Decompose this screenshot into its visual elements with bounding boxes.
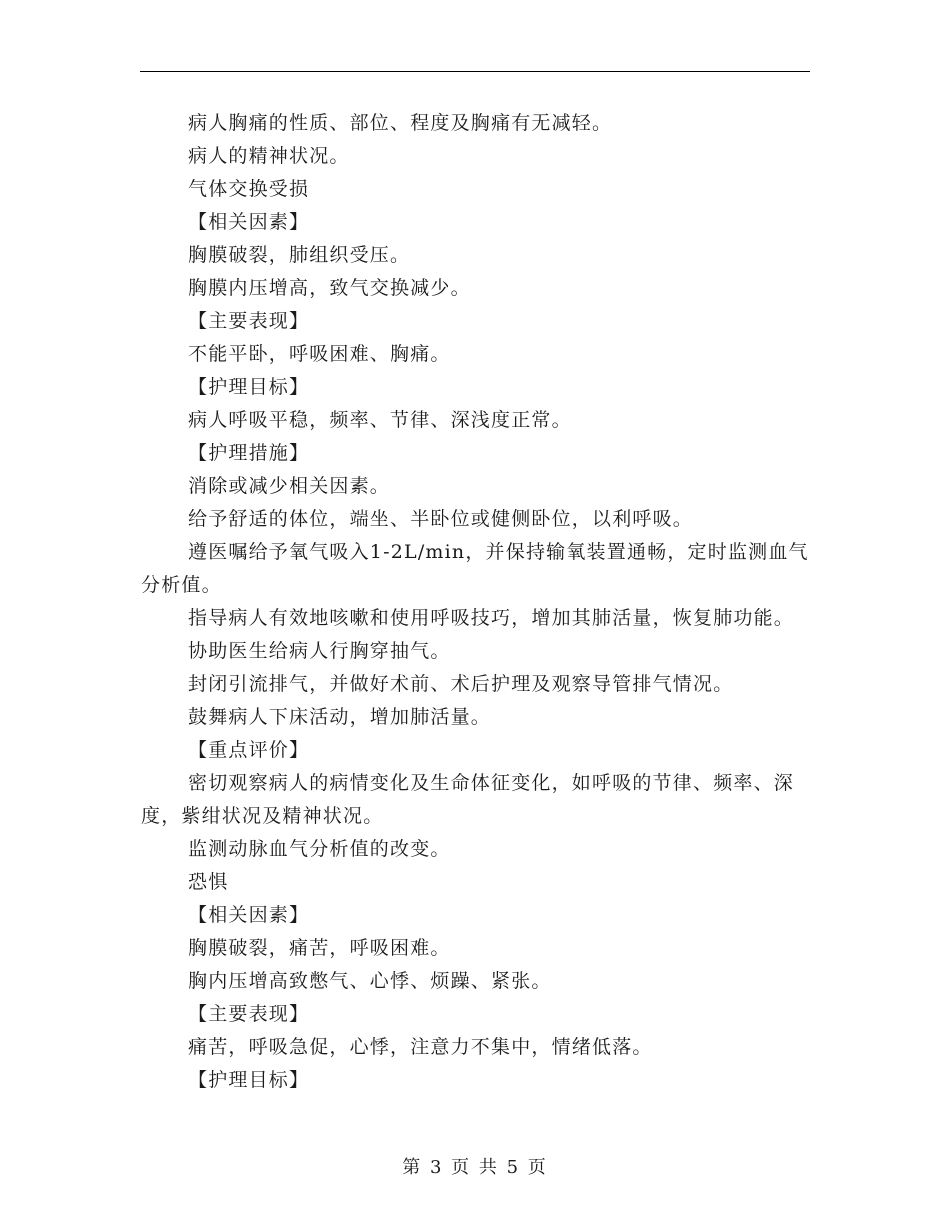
document-body xyxy=(141,107,813,1097)
paragraph: 协助医生给病人行胸穿抽气。 xyxy=(188,640,451,662)
paragraph: 气体交换受损 xyxy=(188,178,310,200)
paragraph: 恐惧 xyxy=(188,871,229,893)
paragraph: 【护理措施】 xyxy=(188,442,310,464)
page-number-footer: 第 3 页 共 5 页 xyxy=(402,1157,548,1178)
paragraph: 【护理目标】 xyxy=(188,376,310,398)
paragraph: 病人胸痛的性质、部位、程度及胸痛有无减轻。 xyxy=(188,112,613,134)
paragraph: 【重点评价】 xyxy=(188,739,310,761)
paragraph: 胸膜内压增高，致气交换减少。 xyxy=(188,277,471,299)
paragraph: 【相关因素】 xyxy=(188,211,310,233)
paragraph: 病人的精神状况。 xyxy=(188,145,350,167)
paragraph: 消除或减少相关因素。 xyxy=(188,475,391,497)
paragraph: 封闭引流排气，并做好术前、术后护理及观察导管排气情况。 xyxy=(188,673,734,695)
paragraph: 给予舒适的体位，端坐、半卧位或健侧卧位，以利呼吸。 xyxy=(188,508,694,530)
paragraph: 【相关因素】 xyxy=(188,904,310,926)
paragraph: 指导病人有效地咳嗽和使用呼吸技巧，增加其肺活量，恢复肺功能。 xyxy=(188,607,795,629)
paragraph: 监测动脉血气分析值的改变。 xyxy=(188,838,451,860)
paragraph: 密切观察病人的病情变化及生命体征变化，如呼吸的节律、频率、深度，紫绀状况及精神状况。 xyxy=(141,772,795,827)
paragraph: 鼓舞病人下床活动，增加肺活量。 xyxy=(188,706,492,728)
paragraph: 遵医嘱给予氧气吸入1-2L/min，并保持输氧装置通畅，定时监测血气分析值。 xyxy=(141,541,809,596)
paragraph: 【护理目标】 xyxy=(188,1069,310,1091)
paragraph: 【主要表现】 xyxy=(188,310,310,332)
header-rule xyxy=(140,71,810,72)
paragraph: 【主要表现】 xyxy=(188,1003,310,1025)
paragraph: 病人呼吸平稳，频率、节律、深浅度正常。 xyxy=(188,409,572,431)
paragraph: 胸膜破裂，肺组织受压。 xyxy=(188,244,411,266)
paragraph: 痛苦，呼吸急促，心悸，注意力不集中，情绪低落。 xyxy=(188,1036,653,1058)
paragraph: 胸内压增高致憋气、心悸、烦躁、紧张。 xyxy=(188,970,552,992)
paragraph: 胸膜破裂，痛苦，呼吸困难。 xyxy=(188,937,451,959)
paragraph: 不能平卧，呼吸困难、胸痛。 xyxy=(188,343,451,365)
